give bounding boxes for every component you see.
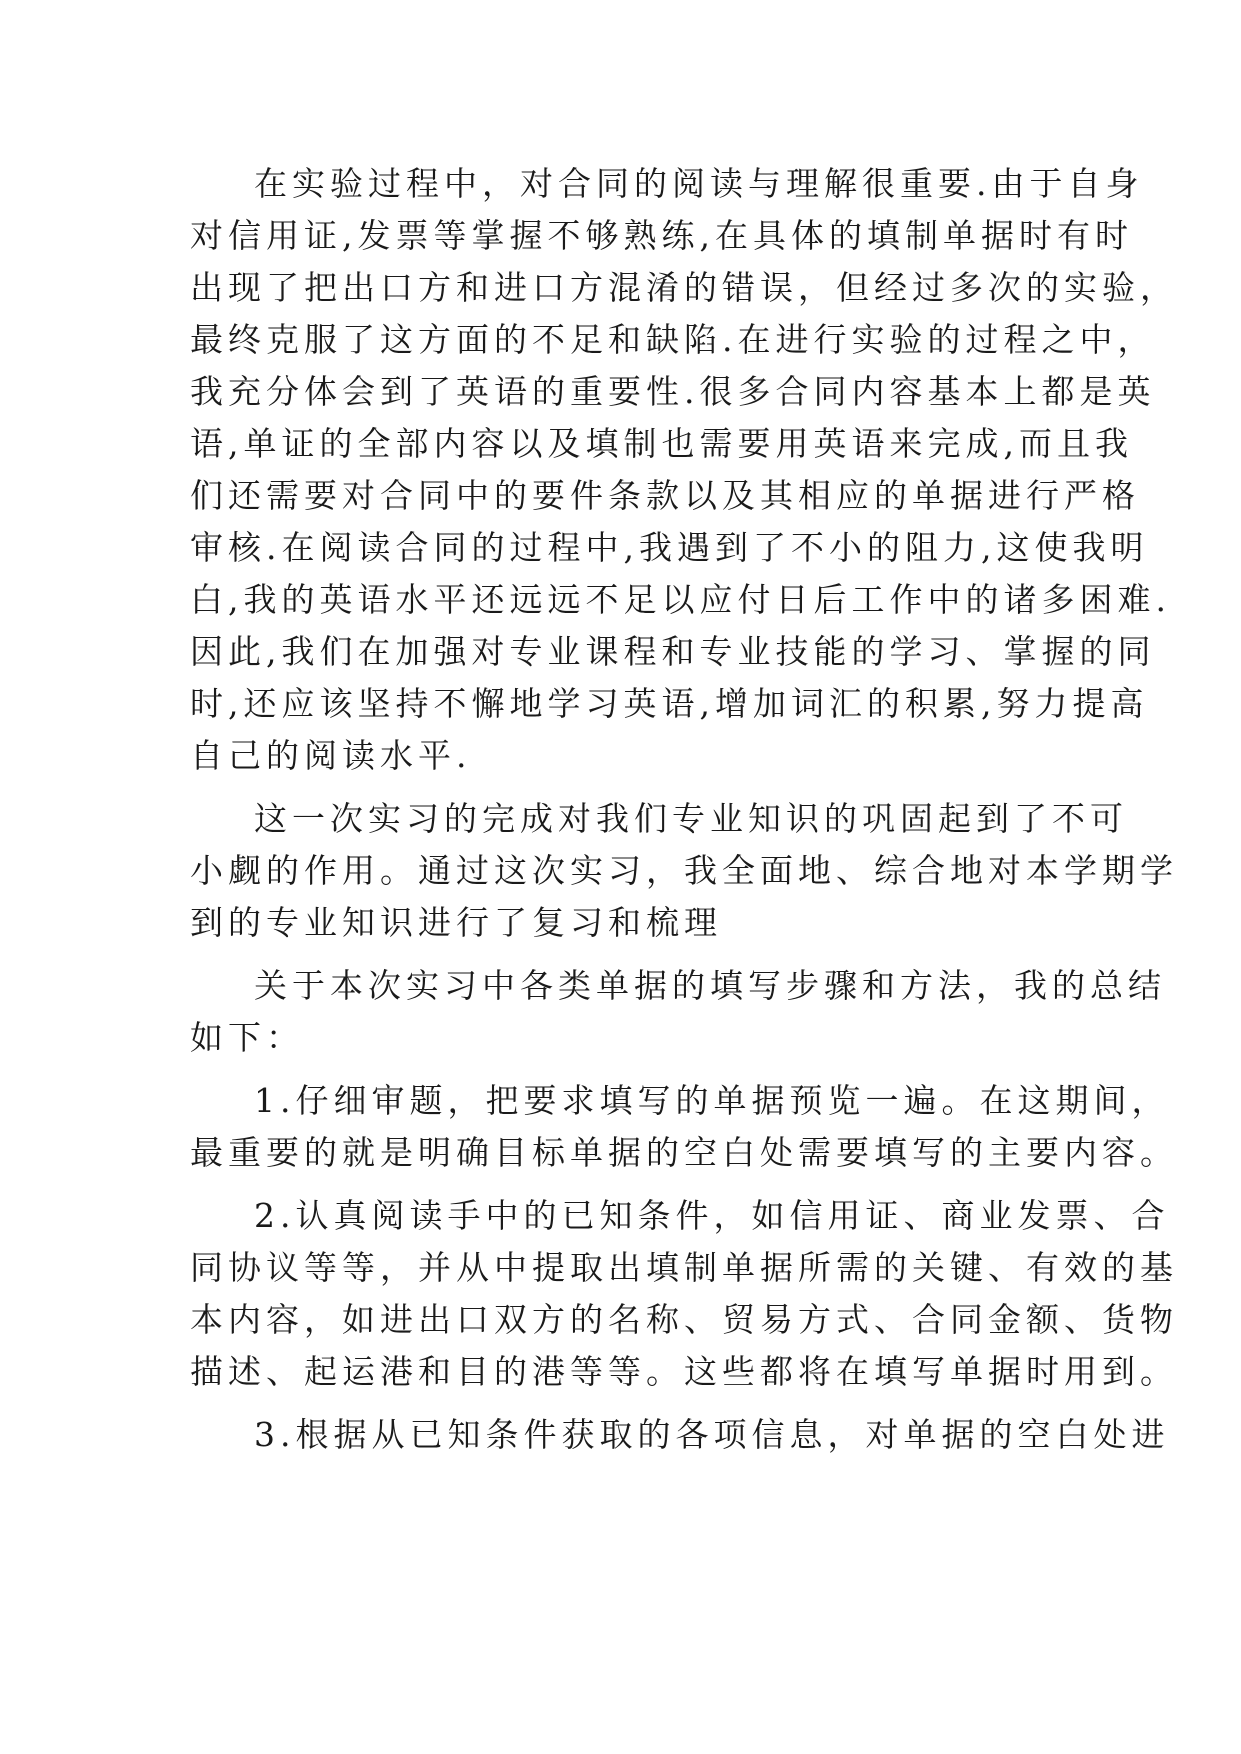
text-line: 如下： xyxy=(190,1018,304,1057)
text-line: 语,单证的全部内容以及填制也需要用英语来完成,而且我 xyxy=(190,424,1133,463)
list-item-line: 同协议等等，并从中提取出填制单据所需的关键、有效的基 xyxy=(190,1248,1178,1287)
list-item-line: 最重要的就是明确目标单据的空白处需要填写的主要内容。 xyxy=(190,1133,1178,1172)
text-line: 对信用证,发票等掌握不够熟练,在具体的填制单据时有时 xyxy=(190,216,1133,255)
list-item-line: 描述、起运港和目的港等等。这些都将在填写单据时用到。 xyxy=(190,1352,1178,1391)
text-line: 最终克服了这方面的不足和缺陷.在进行实验的过程之中， xyxy=(190,320,1156,359)
text-line: 自己的阅读水平. xyxy=(190,736,472,775)
text-line: 因此,我们在加强对专业课程和专业技能的学习、掌握的同 xyxy=(190,632,1156,671)
text-line: 小觑的作用。通过这次实习，我全面地、综合地对本学期学 xyxy=(190,851,1178,890)
text-line: 我充分体会到了英语的重要性.很多合同内容基本上都是英 xyxy=(190,372,1156,411)
text-line: 时,还应该坚持不懈地学习英语,增加词汇的积累,努力提高 xyxy=(190,684,1149,723)
text-line: 关于本次实习中各类单据的填写步骤和方法，我的总结 xyxy=(254,966,1166,1005)
list-item-line: 2.认真阅读手中的已知条件，如信用证、商业发票、合 xyxy=(254,1196,1170,1235)
text-line: 出现了把出口方和进口方混淆的错误，但经过多次的实验， xyxy=(190,268,1178,307)
list-item-line: 3.根据从已知条件获取的各项信息，对单据的空白处进 xyxy=(254,1415,1170,1454)
text-line: 们还需要对合同中的要件条款以及其相应的单据进行严格 xyxy=(190,476,1140,515)
text-line: 到的专业知识进行了复习和梳理 xyxy=(190,903,722,942)
text-line: 白,我的英语水平还远远不足以应付日后工作中的诸多困难. xyxy=(190,580,1171,619)
text-line: 在实验过程中，对合同的阅读与理解很重要.由于自身 xyxy=(254,164,1144,203)
list-item-line: 1.仔细审题，把要求填写的单据预览一遍。在这期间， xyxy=(254,1081,1170,1120)
text-line: 这一次实习的完成对我们专业知识的巩固起到了不可 xyxy=(254,799,1128,838)
document-body xyxy=(190,158,1178,1461)
text-line: 审核.在阅读合同的过程中,我遇到了不小的阻力,这使我明 xyxy=(190,528,1149,567)
list-item-line: 本内容，如进出口双方的名称、贸易方式、合同金额、货物 xyxy=(190,1300,1178,1339)
